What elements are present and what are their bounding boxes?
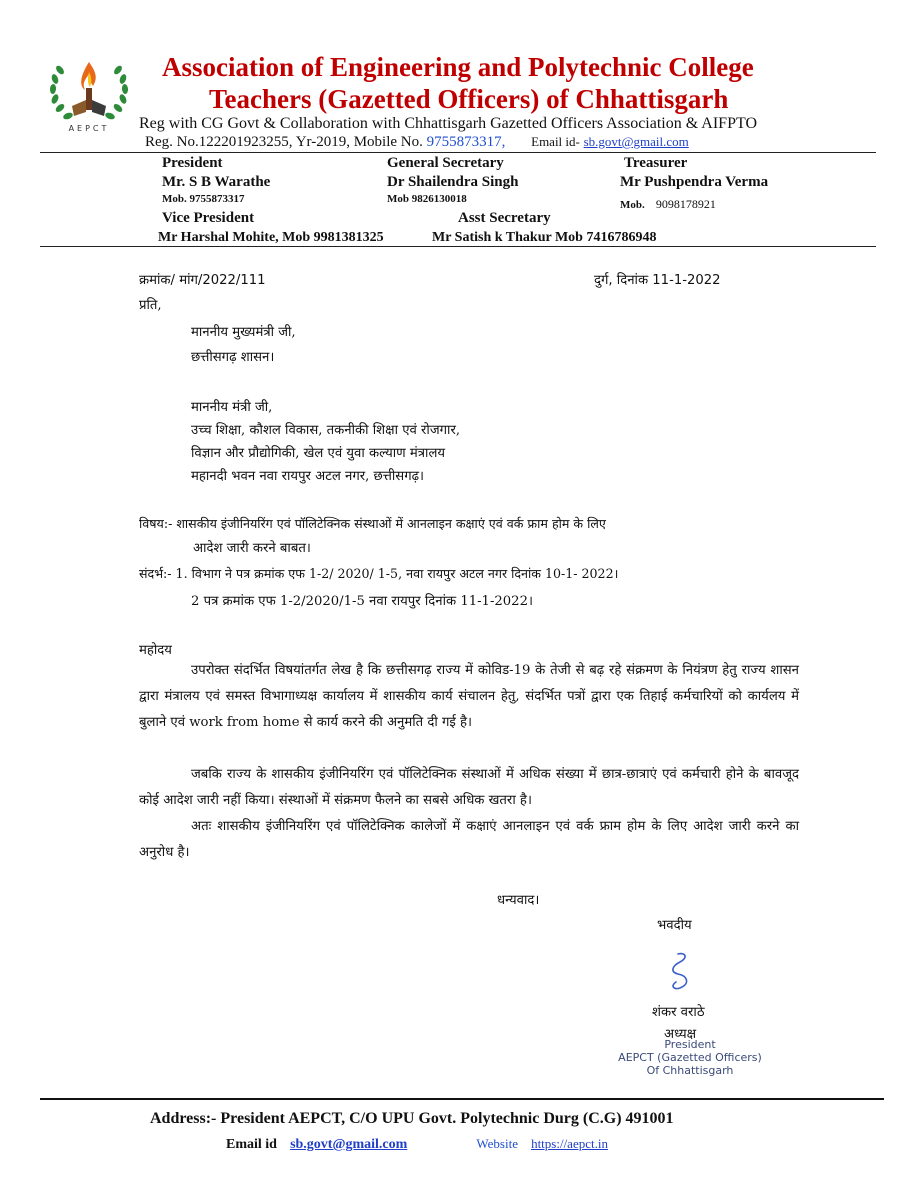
subject-line2: आदेश जारी करने बाबत।: [193, 541, 311, 556]
signature-scribble-icon: [662, 950, 702, 992]
treasurer-name: Mr Pushpendra Verma: [620, 174, 769, 190]
header-divider-top: [40, 152, 876, 153]
footer-address: Address:- President AEPCT, C/O UPU Govt. Polytechnic Durg (C.G) 491001: [150, 1110, 674, 1127]
president-title: President: [162, 155, 223, 171]
footer-contacts: [226, 1133, 608, 1153]
recipient2-line2: उच्च शिक्षा, कौशल विकास, तकनीकी शिक्षा एवं रोजगार,: [191, 423, 461, 438]
recipient2-line3: विज्ञान और प्रौद्योगिकी, खेल एवं युवा कल्याण मंत्रालय: [191, 446, 446, 461]
header-email-link[interactable]: sb.govt@gmail.com: [583, 134, 689, 149]
footer-email-link[interactable]: sb.govt@gmail.com: [290, 1137, 408, 1152]
signer-title: अध्यक्ष: [664, 1027, 697, 1042]
footer-website-label: Website: [476, 1136, 518, 1151]
president-name: Mr. S B Warathe: [162, 174, 271, 190]
president-mobile: Mob. 9755873317: [162, 193, 245, 205]
closing: भवदीय: [657, 918, 692, 933]
registration-line: Reg with CG Govt & Collaboration with Chhattisgarh Gazetted Officers Association & AIFPTO: [139, 115, 758, 132]
paragraph-2: [139, 762, 799, 814]
reference-line1: संदर्भ:- 1. विभाग ने पत्र क्रमांक एफ 1-2/ 2020/ 1-5, नवा रायपुर अटल नगर दिनांक 10-1- 2022।: [139, 566, 619, 581]
general-secretary-title: General Secretary: [387, 155, 504, 171]
asst-secretary-line: Mr Satish k Thakur Mob 7416786948: [432, 230, 657, 245]
stamp-line2: AEPCT (Gazetted Officers): [618, 1051, 762, 1064]
org-title-line2: Teachers (Gazetted Officers) of Chhattisgarh: [209, 84, 729, 114]
vice-president-title: Vice President: [162, 210, 255, 226]
paragraph-3: [139, 814, 799, 866]
general-secretary-name: Dr Shailendra Singh: [387, 174, 519, 190]
footer-divider: [40, 1098, 884, 1100]
stamp-line3: Of Chhattisgarh: [646, 1064, 734, 1077]
treasurer-mobile-label: Mob.: [620, 199, 645, 211]
recipient1-line1: माननीय मुख्यमंत्री जी,: [191, 325, 296, 340]
treasurer-title: Treasurer: [624, 155, 688, 171]
email-label: Email id-: [531, 134, 580, 149]
president-stamp: [600, 1038, 780, 1077]
signature: [662, 950, 702, 992]
footer-website-link[interactable]: https://aepct.in: [531, 1136, 608, 1151]
torch-wreath-icon: [44, 54, 134, 128]
letter-date: दुर्ग, दिनांक 11-1-2022: [594, 273, 721, 288]
paragraph-3-text: अतः शासकीय इंजीनियरिंग एवं पॉलिटेक्निक कालेजों में कक्षाएं आनलाइन एवं वर्क फ्राम होम के लिए आदेश जारी करने का अनुरोध है।: [139, 819, 799, 860]
signer-name: शंकर वराठे: [652, 1005, 705, 1020]
treasurer-mobile: 9098178921: [655, 197, 716, 211]
registration-number-line: [145, 134, 689, 151]
recipient2-line1: माननीय मंत्री जी,: [191, 400, 273, 415]
treasurer-mobile-row: [620, 193, 716, 212]
general-secretary-mobile: Mob 9826130018: [387, 193, 467, 205]
logo-text: AEPCT: [68, 124, 110, 133]
reg-number: Reg. No.122201923255, Yr-2019, Mobile No.: [145, 134, 423, 150]
subject-line1: विषय:- शासकीय इंजीनियरिंग एवं पॉलिटेक्निक संस्थाओं में आनलाइन कक्षाएं एवं वर्क फ्राम होम के लिए: [139, 516, 606, 531]
recipient2-line4: महानदी भवन नवा रायपुर अटल नगर, छत्तीसगढ़।: [191, 469, 425, 484]
header-divider-bottom: [40, 246, 876, 247]
logo: [44, 54, 134, 136]
paragraph-1: [139, 658, 799, 736]
mobile-number: 9755873317,: [426, 134, 506, 150]
vice-president-line: Mr Harshal Mohite, Mob 9981381325: [158, 230, 384, 245]
thanks: धन्यवाद।: [497, 893, 540, 908]
paragraph-2-text: जबकि राज्य के शासकीय इंजीनियरिंग एवं पॉलिटेक्निक संस्थाओं में अधिक संख्या में छात्र-छात्राएं एवं कर्मचारी होने के बावजूद कोई आदेश जारी नहीं किया। संस्थाओं में संक्रमण फैलने का सबसे अधिक खतरा है।: [139, 767, 799, 808]
recipient1-line2: छत्तीसगढ़ शासन।: [191, 350, 275, 365]
stamp-line1: President: [664, 1038, 716, 1051]
paragraph-1-text: उपरोक्त संदर्भित विषयांतर्गत लेख है कि छत्तीसगढ़ राज्य में कोविड-19 के तेजी से बढ़ रहे संक्रमण के नियंत्रण हेतु राज्य शासन द्वारा मंत्रालय एवं समस्त विभागाध्यक्ष कार्यालय में शासकीय कार्य संचालन हेतु, संदर्भित पत्रों द्वारा एक तिहाई कर्मचारियों को कार्यलय में बुलाने एवं work from home से कार्य करने की अनुमति दी गई है।: [139, 663, 799, 730]
reference-line2: 2 पत्र क्रमांक एफ 1-2/2020/1-5 नवा रायपुर दिनांक 11-1-2022।: [191, 594, 533, 609]
footer-email-label: Email id: [226, 1137, 277, 1152]
prati: प्रति,: [139, 298, 162, 313]
asst-secretary-title: Asst Secretary: [458, 210, 551, 226]
reference-number: क्रमांक/ मांग/2022/111: [139, 273, 266, 288]
salutation: महोदय: [139, 643, 172, 658]
org-title-line1: Association of Engineering and Polytechnic College: [162, 52, 754, 82]
